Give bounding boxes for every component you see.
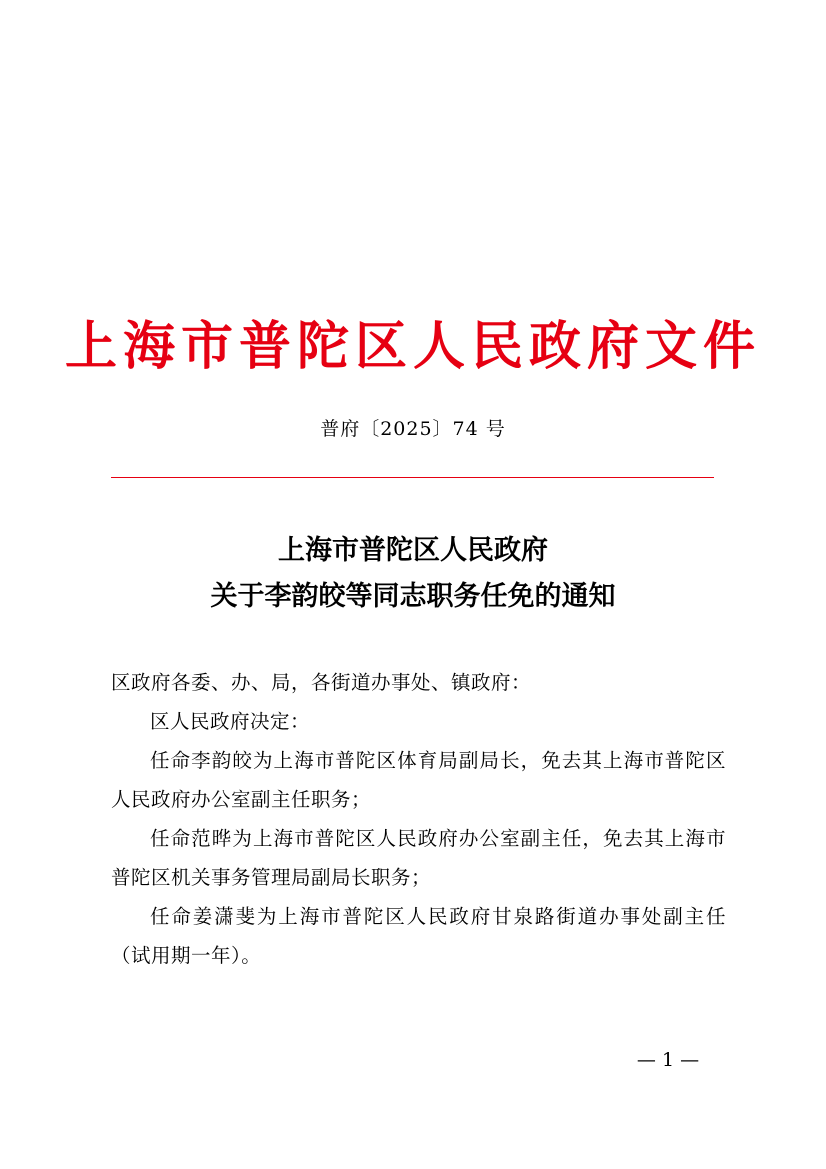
appointment-item-2: 任命范晔为上海市普陀区人民政府办公室副主任，免去其上海市普陀区机关事务管理局副局长职务；: [111, 827, 726, 889]
red-divider-rule: [111, 477, 714, 478]
appointment-item-3: 任命姜潇斐为上海市普陀区人民政府甘泉路街道办事处副主任（试用期一年）。: [111, 905, 726, 967]
page-number: — 1 —: [636, 1049, 700, 1071]
title-line-2: 关于李韵皎等同志职务任免的通知: [210, 581, 616, 612]
document-number: 普府〔2025〕74 号: [320, 418, 506, 440]
document-masthead: 上海市普陀区人民政府文件: [64, 316, 761, 377]
document-body: [111, 663, 726, 975]
title-line-1: 上海市普陀区人民政府: [278, 535, 548, 566]
appointment-item-1: 任命李韵皎为上海市普陀区体育局副局长，免去其上海市普陀区人民政府办公室副主任职务；: [111, 749, 726, 811]
document-title: [0, 528, 826, 620]
decision-intro: 区人民政府决定：: [150, 710, 311, 733]
salutation: 区政府各委、办、局，各街道办事处、镇政府：: [111, 671, 532, 694]
